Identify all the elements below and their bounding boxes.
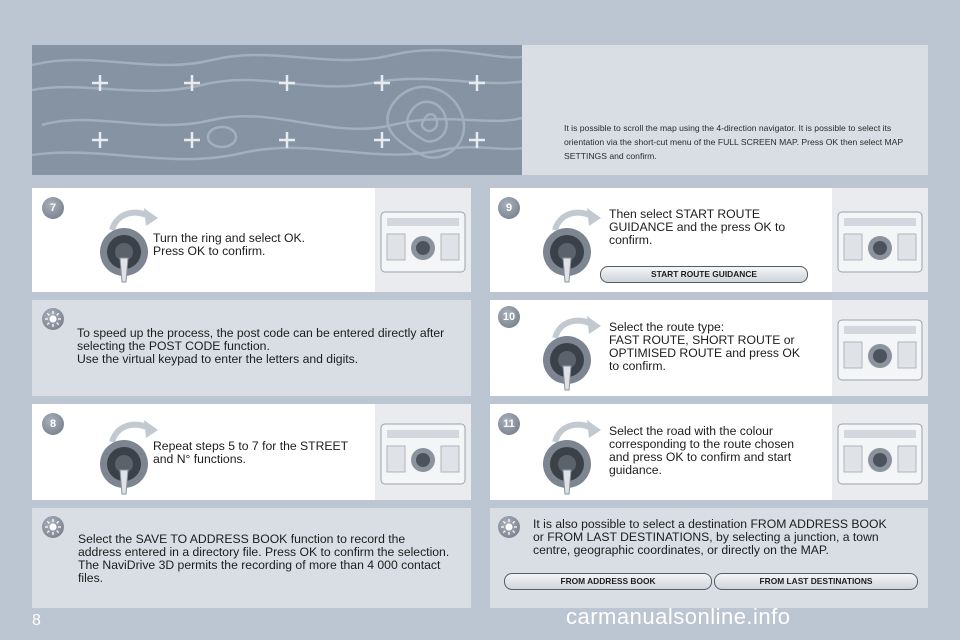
step-9-card (490, 188, 928, 292)
start-route-guidance-button[interactable]: START ROUTE GUIDANCE (600, 266, 808, 283)
radio-device-icon (832, 188, 928, 292)
address-book-tip (32, 508, 471, 608)
from-last-destinations-button[interactable]: FROM LAST DESTINATIONS (714, 573, 918, 590)
postcode-tip-text: To speed up the process, the post code can be entered directly after selecting the POST CODE function. Use the virtual keypad to enter the letters and digits. (77, 326, 445, 366)
device-panel-image (832, 300, 928, 396)
destinations-tip-text: It is also possible to select a destination FROM ADDRESS BOOK or FROM LAST DESTINATIONS, by selecting a junction, a town centre, geographic coordinates, or directly on the MAP. (533, 517, 887, 557)
bulb-icon (42, 308, 64, 330)
step-11-text: Select the road with the colour corresponding to the route chosen and press OK to confirm and start guidance. (609, 424, 794, 477)
bulb-icon (498, 516, 520, 538)
step-8-card (32, 404, 471, 500)
step-number: 7 (42, 197, 64, 219)
watermark: carmanualsonline.info (566, 604, 791, 629)
map-banner (32, 45, 928, 175)
page-number: 8 (32, 612, 41, 629)
ring-knob-icon (535, 308, 605, 393)
step-number: 9 (498, 197, 520, 219)
step-10-text: Select the route type: FAST ROUTE, SHORT ROUTE or OPTIMISED ROUTE and press OK to confirm. (609, 320, 800, 373)
device-panel-image (832, 404, 928, 500)
radio-device-icon (832, 300, 928, 396)
ring-knob-icon (535, 200, 605, 285)
step-number: 8 (42, 413, 64, 435)
step-number: 10 (498, 306, 520, 328)
step-number: 11 (498, 413, 520, 435)
bulb-icon (42, 516, 64, 538)
ring-knob-icon (92, 412, 162, 497)
step-10-card (490, 300, 928, 396)
radio-device-icon (375, 404, 471, 500)
destinations-tip (490, 508, 928, 608)
ring-knob-icon (535, 412, 605, 497)
radio-device-icon (375, 188, 471, 292)
address-book-tip-text: Select the SAVE TO ADDRESS BOOK function to record the address entered in a directory file. Press OK to confirm the selection. The NaviDrive 3D permits the recording of more than 4 000 contact files. (78, 532, 450, 585)
ring-knob-icon (92, 200, 162, 285)
device-panel-image (375, 404, 471, 500)
step-7-card (32, 188, 471, 292)
step-11-card (490, 404, 928, 500)
step-8-text: Repeat steps 5 to 7 for the STREET and N° functions. (153, 439, 349, 466)
banner-note-text: It is possible to scroll the map using the 4-direction navigator. It is possible to select its orientation via the short-cut menu of the FULL SCREEN MAP. Press OK then select MAP SETTINGS and confirm. (564, 123, 903, 161)
radio-device-icon (832, 404, 928, 500)
step-9-text: Then select START ROUTE GUIDANCE and the press OK to confirm. (609, 207, 786, 247)
banner-note (522, 45, 928, 175)
device-panel-image (375, 188, 471, 292)
postcode-tip (32, 300, 471, 396)
step-7-text: Turn the ring and select OK. Press OK to confirm. (153, 231, 305, 258)
from-address-book-button[interactable]: FROM ADDRESS BOOK (504, 573, 712, 590)
device-panel-image (832, 188, 928, 292)
